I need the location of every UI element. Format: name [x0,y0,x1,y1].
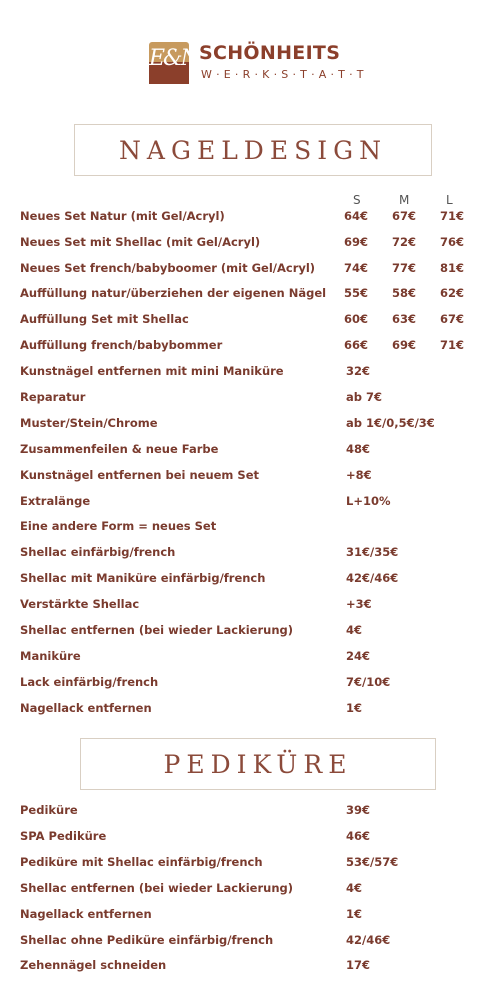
price-s: 55€ [344,286,369,301]
price-value: 31€/35€ [346,545,399,560]
service-label: Lack einfärbig/french [20,674,159,689]
price-row [20,235,470,251]
service-label: Nagellack entfernen [20,906,152,921]
price-m: 77€ [392,260,417,275]
price-row [20,701,470,717]
service-label: Shellac entfernen (bei wieder Lackierung) [20,623,294,637]
price-s: 66€ [344,338,369,352]
section-heading-nageldesign [74,124,432,176]
brand-logo [149,40,368,88]
price-value: 4€ [346,880,363,895]
price-row [20,494,470,510]
size-header-s: S [353,193,361,207]
price-value: 1€ [346,906,363,921]
logo-mark-icon [149,42,198,84]
service-label: Maniküre [20,648,81,663]
price-row [20,675,470,691]
price-s: 69€ [344,234,369,249]
price-row [20,571,470,587]
service-label: Nagellack entfernen [20,700,152,715]
price-row [20,209,470,225]
price-value: ab 1€/0,5€/3€ [346,415,435,430]
price-l: 62€ [440,286,465,301]
price-row [20,803,470,819]
price-row [20,933,470,949]
service-label: Pediküre mit Shellac einfärbig/french [20,854,263,869]
section-title: NAGELDESIGN [119,135,387,165]
service-label: Auffüllung Set mit Shellac [20,312,189,327]
price-m: 72€ [392,234,417,249]
service-label: Zusammenfeilen & neue Farbe [20,441,219,456]
price-row [20,390,470,406]
price-value: ab 7€ [346,389,382,404]
price-m: 58€ [392,286,417,301]
price-value: 42/46€ [346,932,391,947]
price-value: 7€/10€ [346,674,391,689]
price-value: 24€ [346,648,371,663]
service-label: Muster/Stein/Chrome [20,415,158,430]
service-label: Shellac mit Maniküre einfärbig/french [20,571,266,586]
price-row [20,597,470,613]
service-label: Auffüllung natur/überziehen der eigenen Nägel [20,286,327,301]
price-value: 1€ [346,700,363,715]
price-value: 32€ [346,364,371,378]
size-header-m: M [399,193,410,207]
price-m: 69€ [392,338,417,352]
price-row [20,829,470,845]
price-s: 74€ [344,260,369,275]
service-label: Reparatur [20,389,86,404]
service-label: Shellac entfernen (bei wieder Lackierung) [20,880,294,895]
service-label: Extralänge [20,493,91,508]
price-value: 17€ [346,958,371,973]
price-l: 71€ [440,338,465,352]
price-value: 39€ [346,803,371,817]
price-value: +8€ [346,467,372,482]
price-l: 81€ [440,260,465,275]
price-row [20,442,470,458]
price-l: 67€ [440,312,465,327]
price-value: L+10% [346,493,391,508]
price-row [20,468,470,484]
section-title: PEDIKÜRE [163,749,353,779]
service-label: Verstärkte Shellac [20,597,140,612]
price-value: 4€ [346,623,363,637]
service-label: Zehennägel schneiden [20,958,167,973]
price-value: 42€/46€ [346,571,399,586]
price-value: +3€ [346,597,372,612]
service-label: Eine andere Form = neues Set [20,519,217,534]
price-row [20,312,470,328]
price-s: 60€ [344,312,369,327]
price-m: 67€ [392,209,417,223]
price-row [20,958,470,974]
price-s: 64€ [344,209,369,223]
service-label: Auffüllung french/babybommer [20,338,223,352]
price-row [20,855,470,871]
price-row [20,545,470,561]
service-label: Neues Set french/babyboomer (mit Gel/Acryl) [20,260,316,275]
service-label: Shellac einfärbig/french [20,545,176,560]
price-l: 76€ [440,234,465,249]
price-row [20,364,470,380]
price-row [20,649,470,665]
price-value: 46€ [346,828,371,843]
price-row [20,881,470,897]
price-row [20,286,470,302]
price-value: 53€/57€ [346,854,399,869]
section-heading-pedikuere [80,738,436,790]
logo-subtitle: W·E·R·K·S·T·A·T·T [201,68,368,81]
service-label: Pediküre [20,803,78,817]
price-row [20,338,470,354]
price-row [20,416,470,432]
price-row [20,519,470,535]
price-row [20,907,470,923]
size-header-l: L [446,193,453,207]
logo-initials: E&N [149,46,198,71]
service-label: Kunstnägel entfernen mit mini Maniküre [20,364,284,378]
service-label: SPA Pediküre [20,828,107,843]
price-row [20,623,470,639]
logo-title: SCHÖNHEITS [199,42,341,64]
price-m: 63€ [392,312,417,327]
price-value: 48€ [346,441,371,456]
service-label: Neues Set mit Shellac (mit Gel/Acryl) [20,234,261,249]
service-label: Shellac ohne Pediküre einfärbig/french [20,932,274,947]
price-l: 71€ [440,209,465,223]
service-label: Kunstnägel entfernen bei neuem Set [20,467,260,482]
service-label: Neues Set Natur (mit Gel/Acryl) [20,209,225,223]
price-row [20,261,470,277]
